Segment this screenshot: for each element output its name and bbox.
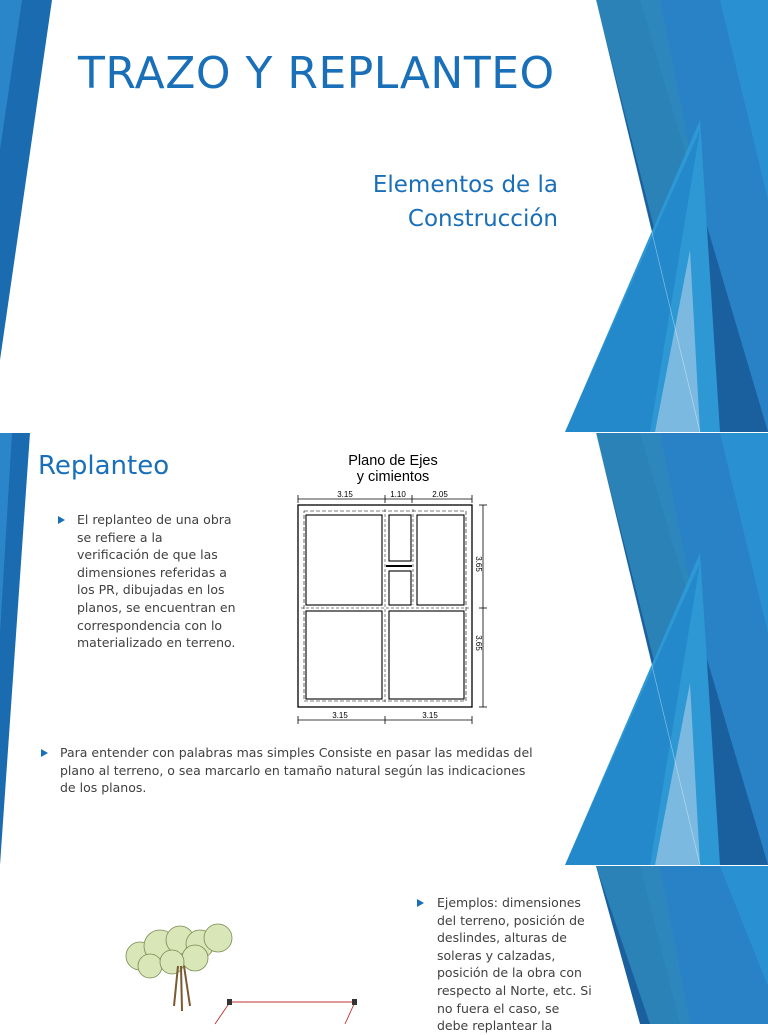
dimension-label: 3.15 <box>337 490 353 499</box>
slide-subtitle <box>373 168 558 236</box>
dimension-label: 3.15 <box>332 711 348 720</box>
bullet-arrow-icon <box>417 899 424 907</box>
tree-icon <box>126 924 232 978</box>
slide-title: Replanteo <box>38 451 170 481</box>
subtitle-line-1: Elementos de la <box>372 172 558 198</box>
dimension-label: 3.65 <box>474 635 483 651</box>
subtitle-line-2: Construcción <box>407 206 558 232</box>
plan-title-line-2: y cimientos <box>356 469 430 485</box>
bullet-text: El replanteo de una obra se refiere a la verificación de que las dimensiones referidas a los PR, dibujadas en los planos, se encuentran en correspondencia con lo materializado en terreno. <box>77 512 236 651</box>
bullet-text: Ejemplos: dimensiones del terreno, posición de deslindes, alturas de soleras y calzadas, posición de la obra con respecto al Norte, etc. Si no fuera el caso, se debe replantear la <box>437 895 592 1034</box>
slide-title: TRAZO Y REPLANTEO <box>78 48 555 99</box>
dimension-label: 3.15 <box>422 711 438 720</box>
bullet-text: Para entender con palabras mas simples Consiste en pasar las medidas del plano al terreno, o sea marcarlo en tamaño natural según las indicaciones de los planos. <box>60 745 533 796</box>
dimension-label: 2.05 <box>432 490 448 499</box>
tree-illustration <box>0 866 400 1024</box>
dimension-label: 1.10 <box>390 490 406 499</box>
title-slide <box>0 0 768 432</box>
replanteo-slide <box>0 433 768 865</box>
plan-title-line-1: Plano de Ejes <box>348 453 438 469</box>
floor-plan-drawing <box>0 433 768 865</box>
dimension-label: 3.65 <box>474 556 483 572</box>
examples-slide <box>0 866 768 1034</box>
